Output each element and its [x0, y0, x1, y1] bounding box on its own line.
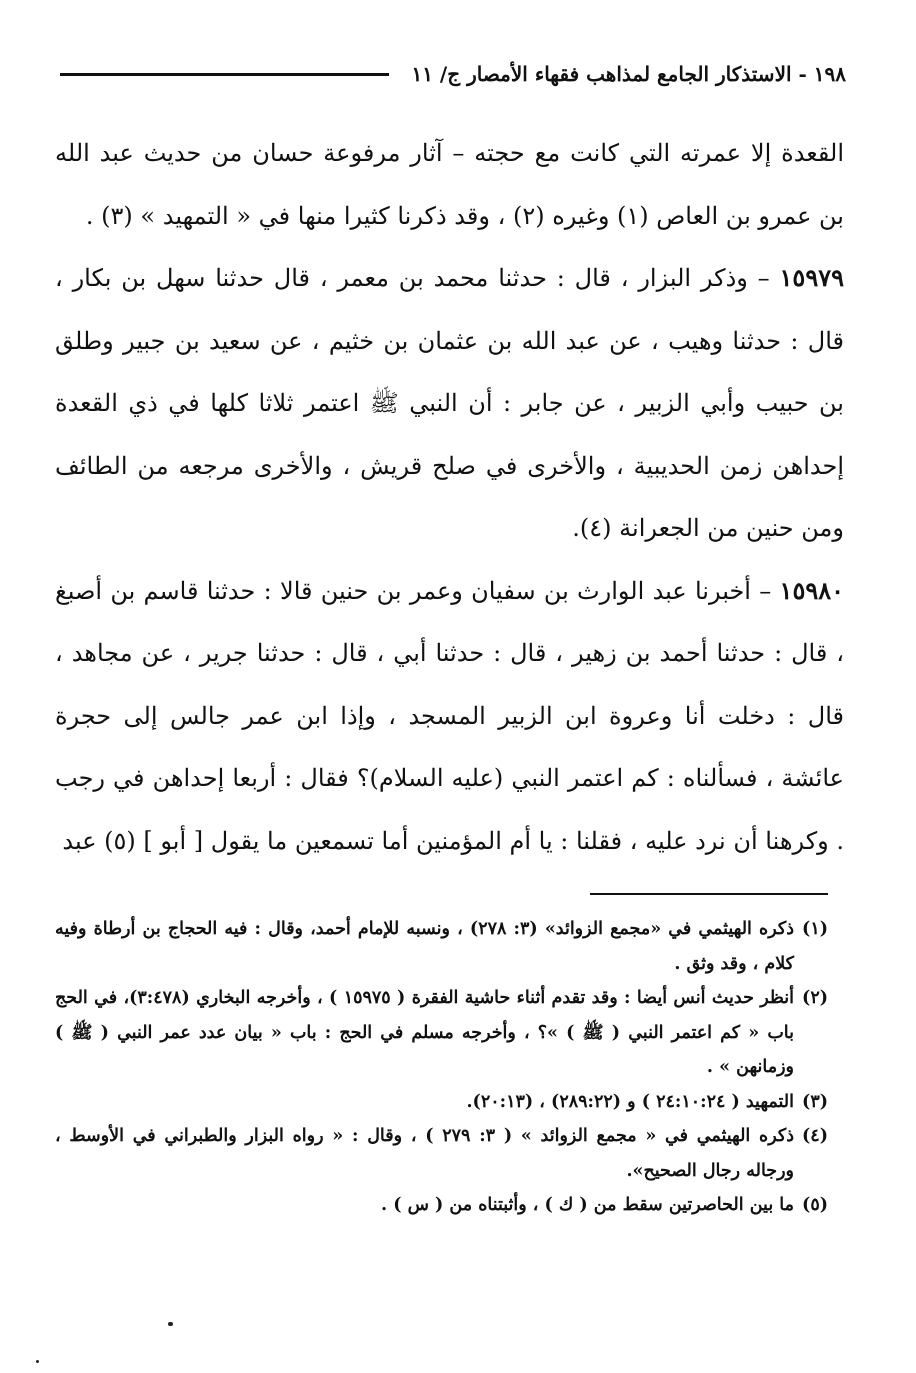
paragraph-1: [55, 122, 844, 247]
scan-speck: [168, 1322, 173, 1326]
paragraph-text: – وذكر البزار ، قال : حدثنا محمد بن معمر ، قال حدثنا سهل بن بكار ، قال : حدثنا وهيب ، عن عبد الله بن عثمان بن خثيم ، عن سعيد بن جبير وطلق بن حبيب وأبي الزبير ، عن جابر : أن النبي ﷺ اعتمر ثلاثا كلها في ذي القعدة إحداهن زمن الحديبية ، والأخرى في صلح قريش ، والأخرى مرجعه من الطائف ومن حنين من الجعرانة (٤).: [55, 264, 844, 542]
footnotes: [55, 912, 828, 1223]
paragraph-text: – أخبرنا عبد الوارث بن سفيان وعمر بن حنين قالا : حدثنا قاسم بن أصبغ ، قال : حدثنا أحمد بن زهير ، قال : حدثنا أبي ، قال : حدثنا جرير ، عن مجاهد ، قال : دخلت أنا وعروة ابن الزبير المسجد ، وإذا ابن عمر جالس إلى حجرة عائشة ، فسألناه : كم اعتمر النبي (عليه السلام)؟ فقال : أربعا إحداهن في رجب . وكرهنا أن نرد عليه ، فقلنا : يا أم المؤمنين أما تسمعين ما يقول [ أبو ] (٥) عبد: [55, 576, 844, 855]
paragraph-3: [55, 560, 844, 873]
running-header: [60, 56, 846, 92]
paragraph-2: [55, 247, 844, 560]
footnote-text: أنظر حديث أنس أيضا : وقد تقدم أثناء حاشية الفقرة ( ١٥٩٧٥ ) ، وأخرجه البخاري (٣:٤٧٨)، في الحج باب « كم اعتمر النبي ( ﷺ ) »؟ ، وأخرجه مسلم في الحج : باب « بيان عدد عمر النبي ( ﷺ ) وزمانهن » .: [55, 988, 794, 1077]
scan-speck: [36, 1360, 39, 1363]
footnote-marker: (٥): [802, 1195, 828, 1215]
footnote-marker: (٢): [802, 988, 828, 1008]
footnote-text: التمهيد ( ٢٤:١٠:٢٤ ) و (٢٨٩:٢٢) ، (٢٠:١٣).: [466, 1091, 794, 1112]
header-title: ١٩٨ - الاستذكار الجامع لمذاهب فقهاء الأمصار ج/ ١١: [411, 62, 846, 86]
hadith-number: ١٥٩٨٠: [779, 575, 844, 605]
hadith-number: ١٥٩٧٩: [779, 263, 844, 292]
footnote-5: [55, 1188, 828, 1223]
footnote-marker: (١): [802, 919, 828, 939]
paragraph-text: القعدة إلا عمرته التي كانت مع حجته – آثار مرفوعة حسان من حديث عبد الله بن عمرو بن العاص (١) وغيره (٢) ، وقد ذكرنا كثيرا منها في « التمهيد » (٣) .: [55, 139, 844, 230]
footnote-text: ذكره الهيثمي في « مجمع الزوائد » ( ٣: ٢٧٩ ) ، وقال : « رواه البزار والطبراني في الأوسط ، ورجاله رجال الصحيح».: [55, 1126, 794, 1181]
footnote-separator: [590, 893, 828, 895]
header-rule: [60, 73, 389, 76]
footnote-text: ذكره الهيثمي في «مجمع الزوائد» (٣: ٢٧٨) ، ونسبه للإمام أحمد، وقال : فيه الحجاج بن أرطاة وفيه كلام ، وقد وثق .: [55, 919, 794, 974]
footnote-marker: (٤): [802, 1126, 828, 1146]
footnote-marker: (٣): [802, 1091, 828, 1112]
footnote-4: [55, 1119, 828, 1188]
footnote-3: [55, 1085, 828, 1120]
main-text: [55, 122, 844, 872]
footnote-text: ما بين الحاصرتين سقط من ( ك ) ، وأثبتناه من ( س ) .: [381, 1195, 794, 1215]
footnote-1: [55, 912, 828, 981]
footnote-2: [55, 981, 828, 1085]
